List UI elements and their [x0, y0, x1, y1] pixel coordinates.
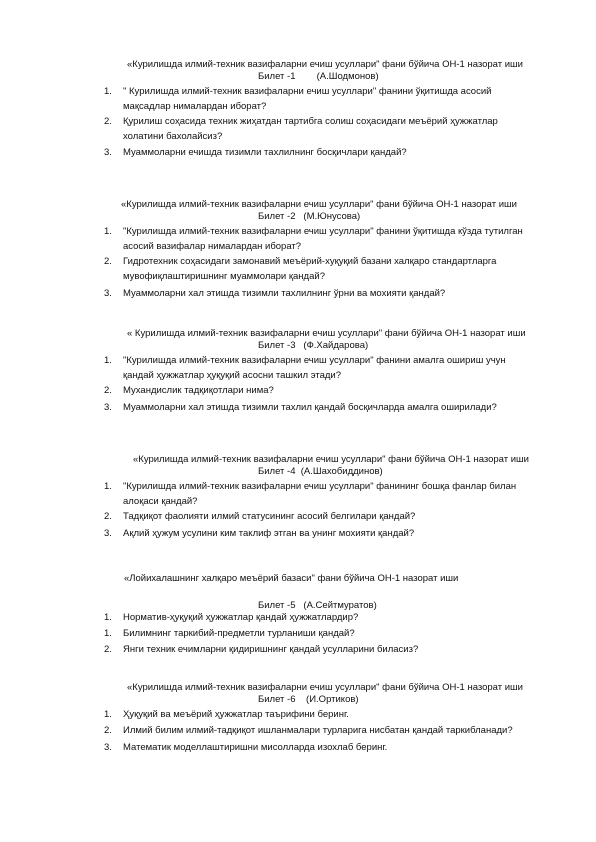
ticket-header: «Курилишда илмий-техник вазифаларни ечиш усуллари" фани бўйича ОН-1 назорат иши	[121, 199, 517, 210]
question-text: Ақлий ҳужум усулини ким таклиф этган ва унинг мохияти қандай?	[123, 528, 415, 539]
ticket-header: « Курилишда илмий-техник вазифаларни ечиш усуллари" фани бўйича ОН-1 назорат иши	[127, 328, 526, 339]
question-item	[104, 147, 407, 158]
question-text-continued: мувофиқлаштиришнинг муаммолари қандай?	[123, 271, 325, 282]
ticket-header: «Лойихалашнинг халқаро меъёрий базаси" фани бўйича ОН-1 назорат иши	[124, 573, 459, 584]
question-text-continued: мақсадлар нималардан иборат?	[123, 101, 267, 112]
question-number: 3.	[104, 402, 112, 413]
question-text: " Курилишда илмий-техник вазифаларни ечиш усуллари" фанини ўқитишда асосий	[123, 86, 492, 97]
ticket-header: «Курилишда илмий-техник вазифаларни ечиш усуллари" фани бўйича ОН-1 назорат иши	[133, 454, 529, 465]
question-item	[104, 288, 445, 299]
question-text: Муаммоларни хал этишда тизимли тахлил қандай босқичларда амалга оширилади?	[123, 402, 497, 413]
question-text: Билимнинг таркибий-предметли турланиши қандай?	[123, 628, 355, 639]
question-item	[104, 402, 497, 413]
question-item	[104, 355, 506, 366]
question-item	[104, 511, 415, 522]
question-text: Ҳуқуқий ва меъёрий ҳужжатлар таърифини беринг.	[123, 709, 349, 720]
ticket-header: «Курилишда илмий-техник вазифаларни ечиш усуллари" фани бўйича ОН-1 назорат иши	[127, 59, 523, 70]
question-text: Муаммоларни ечишда тизимли тахлилнинг босқичлари қандай?	[123, 147, 407, 158]
question-item	[104, 612, 358, 623]
question-number: 2.	[104, 725, 112, 736]
ticket-number: Билет -3 (Ф.Хайдарова)	[258, 340, 369, 351]
question-number: 1.	[104, 481, 112, 492]
question-text: "Курилишда илмий-техник вазифаларни ечиш усуллари" фанини амалга ошириш учун	[123, 355, 506, 366]
question-text-continued: қандай ҳужжатлар ҳуқуқий асосни ташкил этади?	[123, 370, 342, 381]
question-text: "Курилишда илмий-техник вазифаларни ечиш усуллари" фанининг бошқа фанлар билан	[123, 481, 517, 492]
question-number: 1.	[104, 86, 112, 97]
question-text: Янги техник ечимларни қидиришнинг қандай усулларини биласиз?	[123, 644, 419, 655]
question-number: 3.	[104, 528, 112, 539]
question-number: 1.	[104, 226, 112, 237]
question-item	[104, 725, 513, 736]
question-text: "Курилишда илмий-техник вазифаларни ечиш усуллари" фанини ўқитишда кўзда тутилган	[123, 226, 523, 237]
question-text-continued: асосий вазифалар нималардан иборат?	[123, 241, 302, 252]
question-item	[104, 256, 496, 267]
question-number: 1.	[104, 612, 112, 623]
question-number: 1.	[104, 355, 112, 366]
question-number: 2.	[104, 511, 112, 522]
ticket-number: Билет -2 (М.Юнусова)	[258, 211, 361, 222]
question-item	[104, 86, 491, 97]
question-number: 3.	[104, 147, 112, 158]
question-item	[104, 116, 498, 127]
question-number: 2.	[104, 644, 112, 655]
question-text: Норматив-ҳуқуқий ҳужжатлар қандай ҳужжатлардир?	[123, 612, 359, 623]
question-item	[104, 226, 523, 237]
question-text: Мухандислик тадқиқотлари нима?	[123, 385, 274, 396]
question-text: Илмий билим илмий-тадқиқот ишланмалари турларига нисбатан қандай таркибланади?	[123, 725, 513, 736]
ticket-header: «Курилишда илмий-техник вазифаларни ечиш усуллари" фани бўйича ОН-1 назорат иши	[127, 682, 523, 693]
question-item	[104, 709, 349, 720]
question-text: Қурилиш соҳасида техник жиҳатдан тартибга солиш соҳасидаги меъёрий ҳужжатлар	[123, 116, 498, 127]
question-number: 1.	[104, 709, 112, 720]
question-number: 2.	[104, 116, 112, 127]
ticket-number: Билет -1 (А.Шодмонов)	[258, 71, 379, 82]
question-text-continued: холатини бахолайсиз?	[123, 131, 223, 142]
ticket-number: Билет -6 (И.Ортиков)	[258, 694, 359, 705]
ticket-number: Билет -4 (А.Шахобиддинов)	[258, 466, 383, 477]
question-item	[104, 385, 274, 396]
question-text-continued: алоқаси қандай?	[123, 496, 198, 507]
question-text: Муаммоларни хал этишда тизимли тахлилнинг ўрни ва мохияти қандай?	[123, 288, 446, 299]
question-number: 2.	[104, 256, 112, 267]
question-number: 1.	[104, 628, 112, 639]
question-text: Гидротехник соҳасидаги замонавий меъёрий-хуқуқий базани халқаро стандартларга	[123, 256, 497, 267]
question-item	[104, 742, 387, 753]
question-item	[104, 644, 418, 655]
question-item	[104, 528, 414, 539]
question-text: Математик моделлаштиришни мисолларда изохлаб беринг.	[123, 742, 388, 753]
question-text: Тадқиқот фаолияти илмий статусининг асосий белгилари қандай?	[123, 511, 416, 522]
question-item	[104, 481, 516, 492]
question-item	[104, 628, 355, 639]
question-number: 2.	[104, 385, 112, 396]
question-number: 3.	[104, 742, 112, 753]
ticket-number: Билет -5 (А.Сейтмуратов)	[258, 600, 377, 611]
question-number: 3.	[104, 288, 112, 299]
